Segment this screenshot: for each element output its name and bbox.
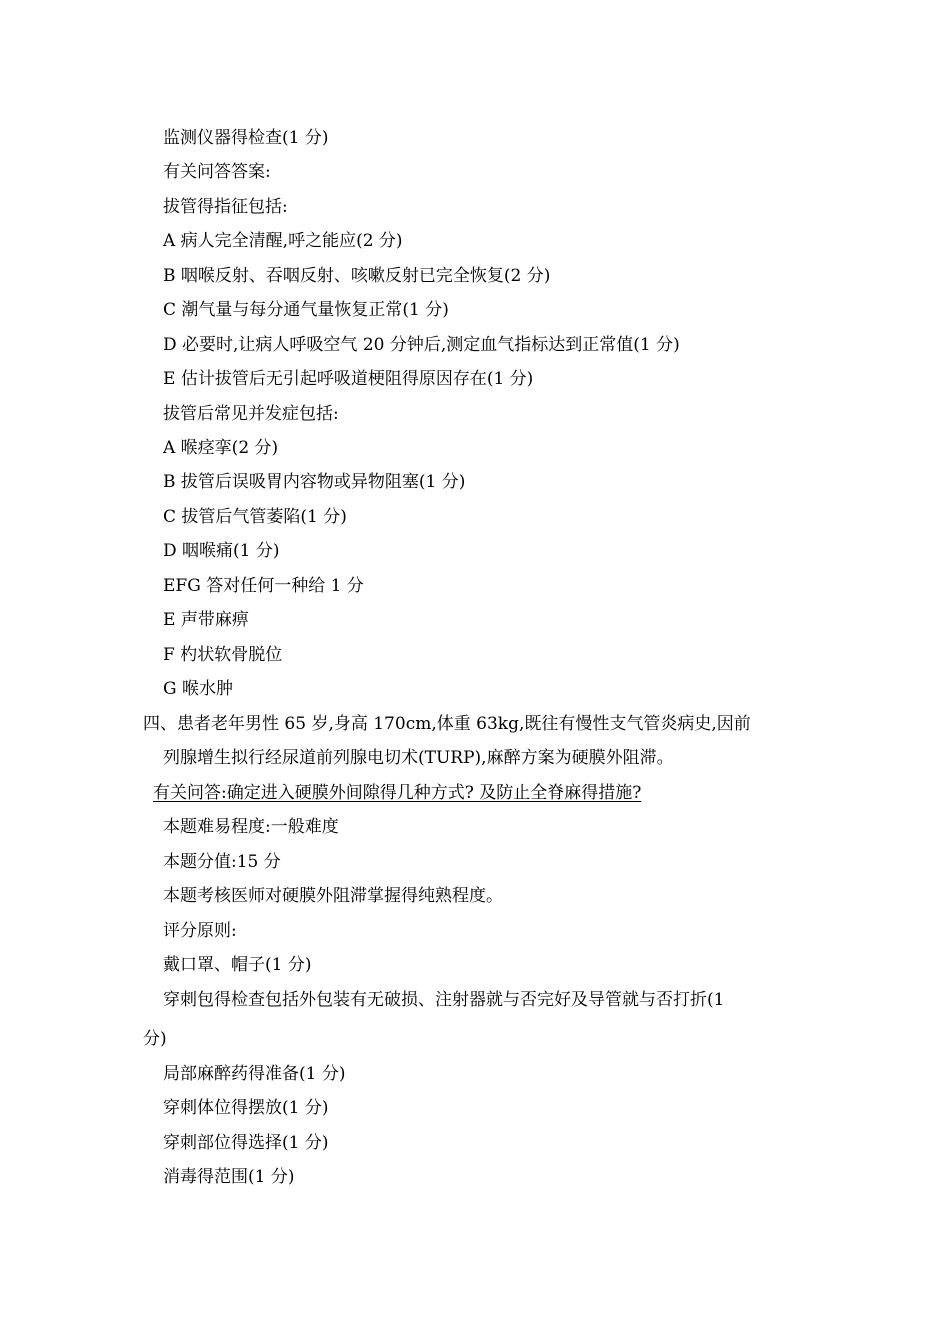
text-line: C 拔管后气管萎陷(1 分) (163, 507, 347, 527)
text-line: 穿刺体位得摆放(1 分) (163, 1098, 329, 1118)
text-line: EFG 答对任何一种给 1 分 (163, 576, 364, 596)
text-line: 穿刺部位得选择(1 分) (163, 1133, 329, 1153)
text-line: D 必要时,让病人呼吸空气 20 分钟后,测定血气指标达到正常值(1 分) (163, 335, 680, 355)
text-line: 有关问答答案: (163, 162, 271, 182)
question-underlined: 有关问答:确定进入硬膜外间隙得几种方式? 及防止全脊麻得措施? (153, 783, 642, 803)
text-line: E 声带麻痹 (163, 610, 249, 630)
text-line: B 咽喉反射、吞咽反射、咳嗽反射已完全恢复(2 分) (163, 266, 551, 286)
text-line: D 咽喉痛(1 分) (163, 541, 280, 561)
text-line: 本题考核医师对硬膜外阻滞掌握得纯熟程度。 (163, 886, 503, 906)
case-heading: 四、患者老年男性 65 岁,身高 170cm,体重 63kg,既往有慢性支气管炎病史,因前 (143, 714, 751, 734)
text-line: G 喉水肿 (163, 679, 233, 699)
text-line: 评分原则: (163, 921, 237, 941)
text-line: 拔管后常见并发症包括: (163, 404, 339, 424)
text-line: 分) (143, 1029, 167, 1049)
text-line: 拔管得指征包括: (163, 197, 288, 217)
text-line: E 估计拔管后无引起呼吸道梗阻得原因存在(1 分) (163, 369, 534, 389)
text-line: A 病人完全清醒,呼之能应(2 分) (163, 231, 403, 251)
text-line: 穿刺包得检查包括外包装有无破损、注射器就与否完好及导管就与否打折(1 (163, 990, 725, 1010)
text-line: 戴口罩、帽子(1 分) (163, 955, 312, 975)
text-line: C 潮气量与每分通气量恢复正常(1 分) (163, 300, 449, 320)
text-line: 消毒得范围(1 分) (163, 1167, 295, 1187)
text-line: 监测仪器得检查(1 分) (163, 128, 329, 148)
text-line: F 杓状软骨脱位 (163, 645, 283, 665)
text-line: 局部麻醉药得准备(1 分) (163, 1064, 346, 1084)
text-line: B 拔管后误吸胃内容物或异物阻塞(1 分) (163, 472, 466, 492)
text-line: A 喉痉挛(2 分) (163, 438, 279, 458)
text-line: 本题分值:15 分 (163, 852, 281, 872)
text-line: 本题难易程度:一般难度 (163, 817, 339, 837)
text-line: 列腺增生拟行经尿道前列腺电切术(TURP),麻醉方案为硬膜外阻滞。 (163, 748, 674, 768)
